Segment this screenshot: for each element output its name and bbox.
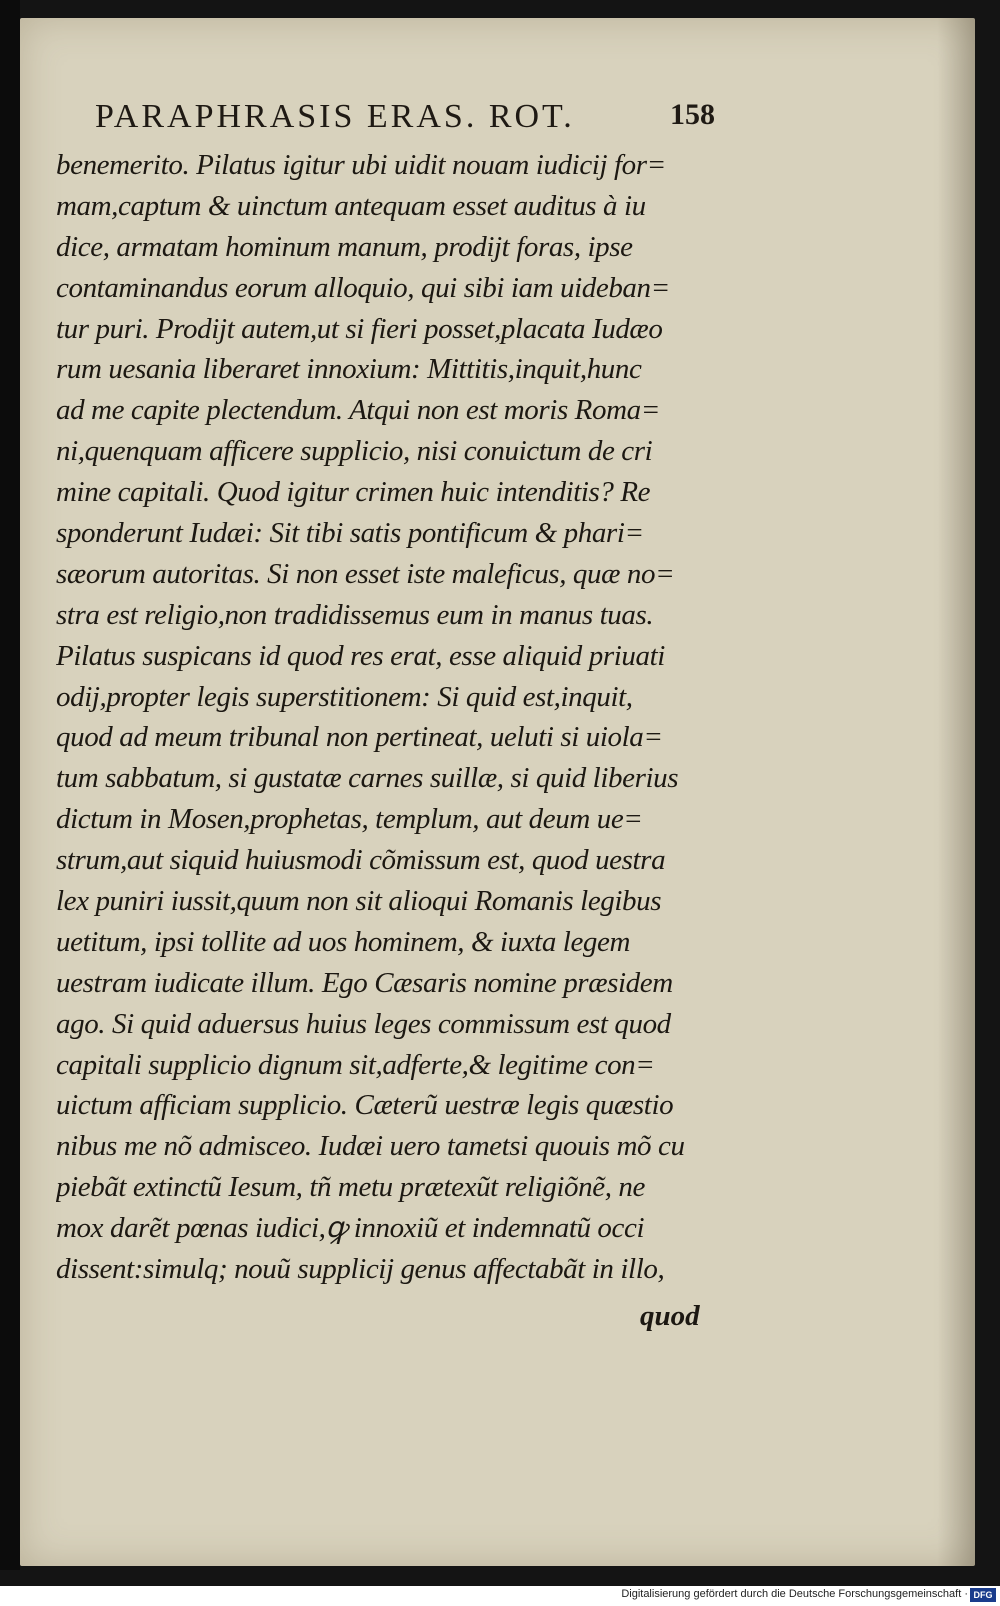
text-line: uestram iudicate illum. Ego Cæsaris nomine præsidem bbox=[56, 966, 673, 999]
funding-credit: Digitalisierung gefördert durch die Deutsche Forschungsgemeinschaft · bbox=[621, 1588, 968, 1600]
text-line: uetitum, ipsi tollite ad uos hominem, & iuxta legem bbox=[56, 925, 631, 958]
digitization-footer bbox=[0, 1586, 1000, 1606]
text-line: nibus me nõ admisceo. Iudæi uero tametsi quouis mõ cu bbox=[56, 1130, 685, 1163]
text-line: benemerito. Pilatus igitur ubi uidit nouam iudicij for= bbox=[56, 149, 666, 181]
text-line: dictum in Mosen,prophetas, templum, aut deum ue= bbox=[56, 803, 643, 836]
text-line: odij,propter legis superstitionem: Si quid est,inquit, bbox=[56, 680, 633, 713]
text-line: dice, armatam hominum manum, prodijt foras, ipse bbox=[56, 230, 633, 263]
text-line: mam,captum & uinctum antequam esset auditus à iu bbox=[56, 189, 646, 222]
text-line: tum sabbatum, si gustatæ carnes suillæ, si quid liberius bbox=[56, 762, 679, 795]
text-line: Pilatus suspicans id quod res erat, esse aliquid priuati bbox=[56, 639, 665, 672]
text-line: ni,quenquam afficere supplicio, nisi conuictum de cri bbox=[56, 435, 653, 468]
page-number: 158 bbox=[670, 98, 715, 131]
scan-background-edge bbox=[0, 0, 20, 1570]
text-line: rum uesania liberaret innoxium: Mittitis,inquit,hunc bbox=[56, 353, 642, 386]
text-line: stra est religio,non tradidissemus eum in manus tuas. bbox=[56, 598, 654, 631]
text-line: lex puniri iussit,quum non sit alioqui Romanis legibus bbox=[56, 885, 662, 918]
text-line: sponderunt Iudæi: Sit tibi satis pontificum & phari= bbox=[56, 517, 644, 550]
running-head-title: PARAPHRASIS ERAS. ROT. bbox=[95, 98, 575, 135]
book-page bbox=[20, 18, 975, 1566]
text-line: dissent:simulq; nouũ supplicij genus affectabãt in illo, bbox=[56, 1253, 665, 1286]
text-line: sæorum autoritas. Si non esset iste maleficus, quæ no= bbox=[56, 557, 675, 590]
text-line: tur puri. Prodijt autem,ut si fieri posset,placata Iudæo bbox=[56, 312, 663, 345]
text-line: capitali supplicio dignum sit,adferte,& legitime con= bbox=[56, 1048, 655, 1081]
text-line: quod ad meum tribunal non pertineat, ueluti si uiola= bbox=[56, 721, 663, 754]
text-line: ad me capite plectendum. Atqui non est moris Roma= bbox=[56, 394, 660, 427]
running-head bbox=[95, 98, 715, 148]
body-text bbox=[56, 145, 721, 1290]
dfg-logo-icon: DFG bbox=[970, 1588, 996, 1602]
text-line: uictum afficiam supplicio. Cæterũ uestræ legis quæstio bbox=[56, 1089, 674, 1122]
text-line: ago. Si quid aduersus huius leges commissum est quod bbox=[56, 1007, 671, 1040]
catchword: quod bbox=[640, 1300, 700, 1332]
text-line: mox darẽt pœnas iudici,ꝙ innoxiũ et indemnatũ occi bbox=[56, 1212, 645, 1245]
text-line: piebãt extinctũ Iesum, tñ metu prætexũt religiõnẽ, ne bbox=[56, 1171, 645, 1204]
text-line: strum,aut siquid huiusmodi cõmissum est, quod uestra bbox=[56, 844, 666, 877]
page-gutter-shadow bbox=[937, 18, 975, 1566]
text-line: contaminandus eorum alloquio, qui sibi iam uideban= bbox=[56, 271, 670, 304]
text-line: mine capitali. Quod igitur crimen huic intenditis? Re bbox=[56, 476, 651, 509]
